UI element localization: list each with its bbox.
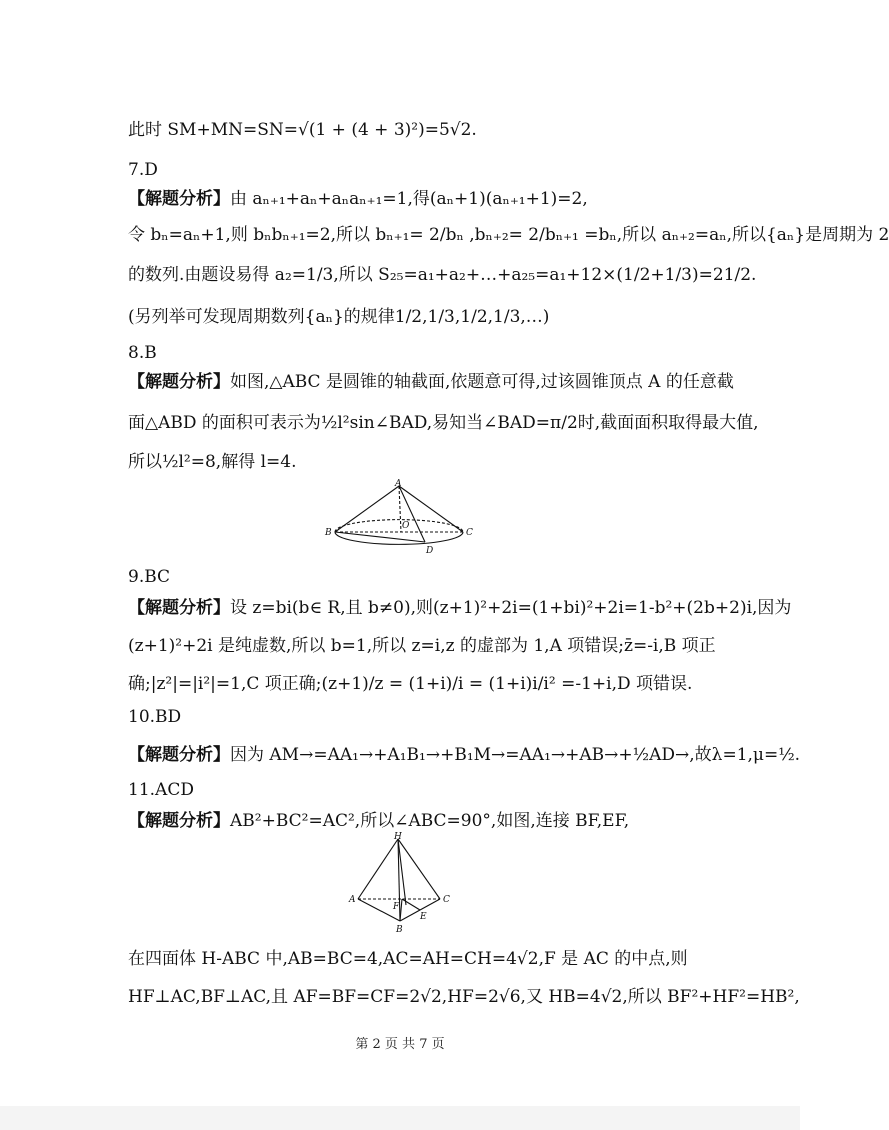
answer-7: 7.D xyxy=(128,160,158,180)
solution-8-line-2: 面△ABD 的面积可表示为½l²sin∠BAD,易知当∠BAD=π/2时,截面面积取得最大值, xyxy=(128,413,759,433)
tetra-label-a: A xyxy=(349,895,356,905)
tetra-label-b: B xyxy=(396,925,403,935)
answer-8: 8.B xyxy=(128,343,157,363)
tetra-label-c: C xyxy=(443,895,450,905)
answer-11: 11.ACD xyxy=(128,780,194,800)
solution-8-line-3: 所以½l²=8,解得 l=4. xyxy=(128,452,297,472)
solution-label: 【解题分析】 xyxy=(128,745,230,765)
tetrahedron-figure xyxy=(346,833,456,938)
solution-text: 如图,△ABC 是圆锥的轴截面,依题意可得,过该圆锥顶点 A 的任意截 xyxy=(230,372,734,392)
page-footer: 第 2 页 共 7 页 xyxy=(355,1037,445,1052)
answer-9: 9.BC xyxy=(128,567,171,587)
solution-11-line-1 xyxy=(128,808,629,834)
solution-7-line-3: 的数列.由题设易得 a₂=1/3,所以 S₂₅=a₁+a₂+…+a₂₅=a₁+12×(1/2+1/3)=21/2. xyxy=(128,265,757,285)
solution-9-line-2: (z+1)²+2i 是纯虚数,所以 b=1,所以 z=i,z 的虚部为 1,A 项错误;z̄=-i,B 项正 xyxy=(128,636,716,656)
line-1: 此时 SM+MN=SN=√(1 + (4 + 3)²)=5√2. xyxy=(128,120,477,140)
solution-label: 【解题分析】 xyxy=(128,811,230,831)
cone-figure xyxy=(325,478,485,558)
solution-label: 【解题分析】 xyxy=(128,372,230,392)
solution-10-line-1 xyxy=(128,742,800,768)
cone-label-c: C xyxy=(466,528,473,538)
solution-7-line-4: (另列举可发现周期数列{aₙ}的规律1/2,1/3,1/2,1/3,…) xyxy=(128,307,550,327)
solution-9-line-1 xyxy=(128,595,791,621)
tetra-label-e: E xyxy=(420,912,427,922)
solution-7-line-2: 令 bₙ=aₙ+1,则 bₙbₙ₊₁=2,所以 bₙ₊₁= 2/bₙ ,bₙ₊₂= 2/bₙ₊₁ =bₙ,所以 aₙ₊₂=aₙ,所以{aₙ}是周期为 2 xyxy=(128,225,889,245)
cone-label-a: A xyxy=(395,479,402,489)
solution-7-line-1 xyxy=(128,186,588,212)
solution-text: 由 aₙ₊₁+aₙ+aₙaₙ₊₁=1,得(aₙ+1)(aₙ₊₁+1)=2, xyxy=(230,189,588,209)
solution-text: 因为 AM→=AA₁→+A₁B₁→+B₁M→=AA₁→+AB→+½AD→,故λ=1,μ=½. xyxy=(230,745,801,765)
solution-8-line-1 xyxy=(128,369,734,395)
cone-label-d: D xyxy=(426,546,434,556)
solution-label: 【解题分析】 xyxy=(128,598,230,618)
solution-11-line-3: HF⊥AC,BF⊥AC,且 AF=BF=CF=2√2,HF=2√6,又 HB=4√2,所以 BF²+HF²=HB², xyxy=(128,987,800,1007)
solution-text: AB²+BC²=AC²,所以∠ABC=90°,如图,连接 BF,EF, xyxy=(230,811,630,831)
tetra-label-f: F xyxy=(393,902,400,912)
cone-label-b: B xyxy=(325,528,332,538)
solution-label: 【解题分析】 xyxy=(128,189,230,209)
solution-text: 设 z=bi(b∈ R,且 b≠0),则(z+1)²+2i=(1+bi)²+2i=1-b²+(2b+2)i,因为 xyxy=(230,598,792,618)
cone-label-o: O xyxy=(402,521,410,531)
bottom-strip xyxy=(0,1106,800,1130)
tetra-label-h: H xyxy=(394,832,402,842)
solution-11-line-2: 在四面体 H-ABC 中,AB=BC=4,AC=AH=CH=4√2,F 是 AC 的中点,则 xyxy=(128,949,688,969)
solution-9-line-3: 确;|z²|=|i²|=1,C 项正确;(z+1)/z = (1+i)/i = (1+i)i/i² =-1+i,D 项错误. xyxy=(128,674,693,694)
answer-10: 10.BD xyxy=(128,707,182,727)
